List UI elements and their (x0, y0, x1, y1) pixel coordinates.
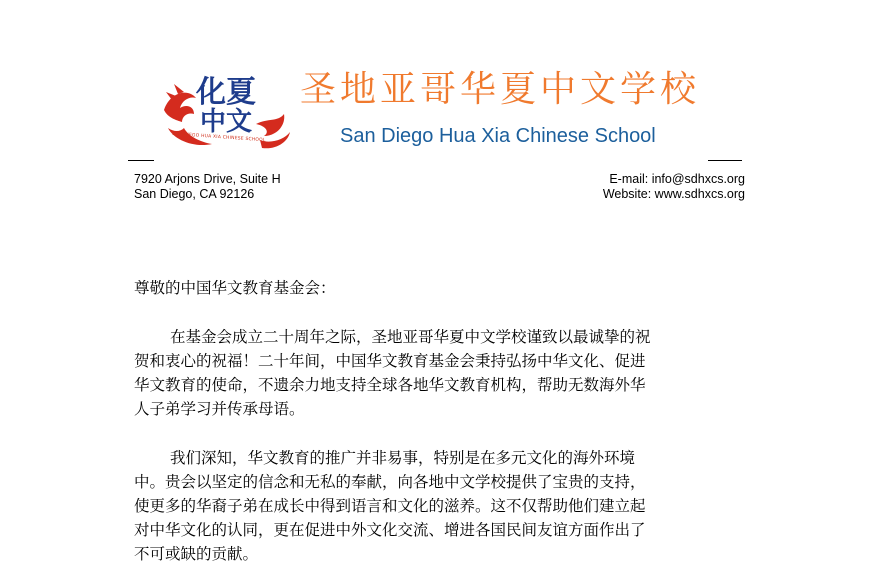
logo-glyph-top: 化夏 (196, 75, 256, 110)
salutation: 尊敬的中国华文教育基金会： (134, 279, 336, 297)
logo-glyph-bottom: 中文 (200, 107, 253, 137)
paragraph-line: 我们深知，华文教育的推广并非易事，特别是在多元文化的海外环境 (170, 449, 636, 467)
header-rule-left (128, 160, 154, 161)
paragraph-line: 不可或缺的贡献。 (134, 545, 259, 563)
paragraph-line: 在基金会成立二十周年之际，圣地亚哥华夏中文学校谨致以最诚挚的祝 (170, 328, 651, 346)
paragraph-line: 对中华文化的认同，更在促进中外文化交流、增进各国民间友谊方面作出了 (134, 521, 646, 539)
address-city: San Diego, CA 92126 (134, 187, 255, 201)
contact-info (603, 172, 745, 202)
contact-email: E-mail: info@sdhxcs.org (609, 172, 745, 186)
contact-website: Website: www.sdhxcs.org (602, 187, 745, 201)
mailing-address (134, 172, 281, 202)
school-name-english: San Diego Hua Xia Chinese School (340, 125, 656, 147)
paragraph-line: 贺和衷心的祝福！二十年间，中国华文教育基金会秉持弘扬中华文化、促进 (134, 352, 646, 370)
letter-body (134, 276, 746, 566)
paragraph-line: 华文教育的使命，不遗余力地支持全球各地华文教育机构，帮助无数海外华 (134, 376, 646, 394)
paragraph-1 (134, 325, 746, 421)
header-rule-right (708, 160, 742, 161)
paragraph-line: 中。贵会以坚定的信念和无私的奉献，向各地中文学校提供了宝贵的支持， (134, 473, 646, 491)
paragraph-line: 人子弟学习并传承母语。 (134, 400, 305, 418)
logo-caption: SAN DIEGO HUA XIA CHINESE SCHOOL (171, 131, 266, 144)
school-name-chinese: 圣地亚哥华夏中文学校 (300, 69, 701, 110)
address-street: 7920 Arjons Drive, Suite H (134, 172, 281, 186)
paragraph-line: 使更多的华裔子弟在成长中得到语言和文化的滋养。这不仅帮助他们建立起 (134, 497, 646, 515)
paragraph-2 (134, 446, 746, 566)
